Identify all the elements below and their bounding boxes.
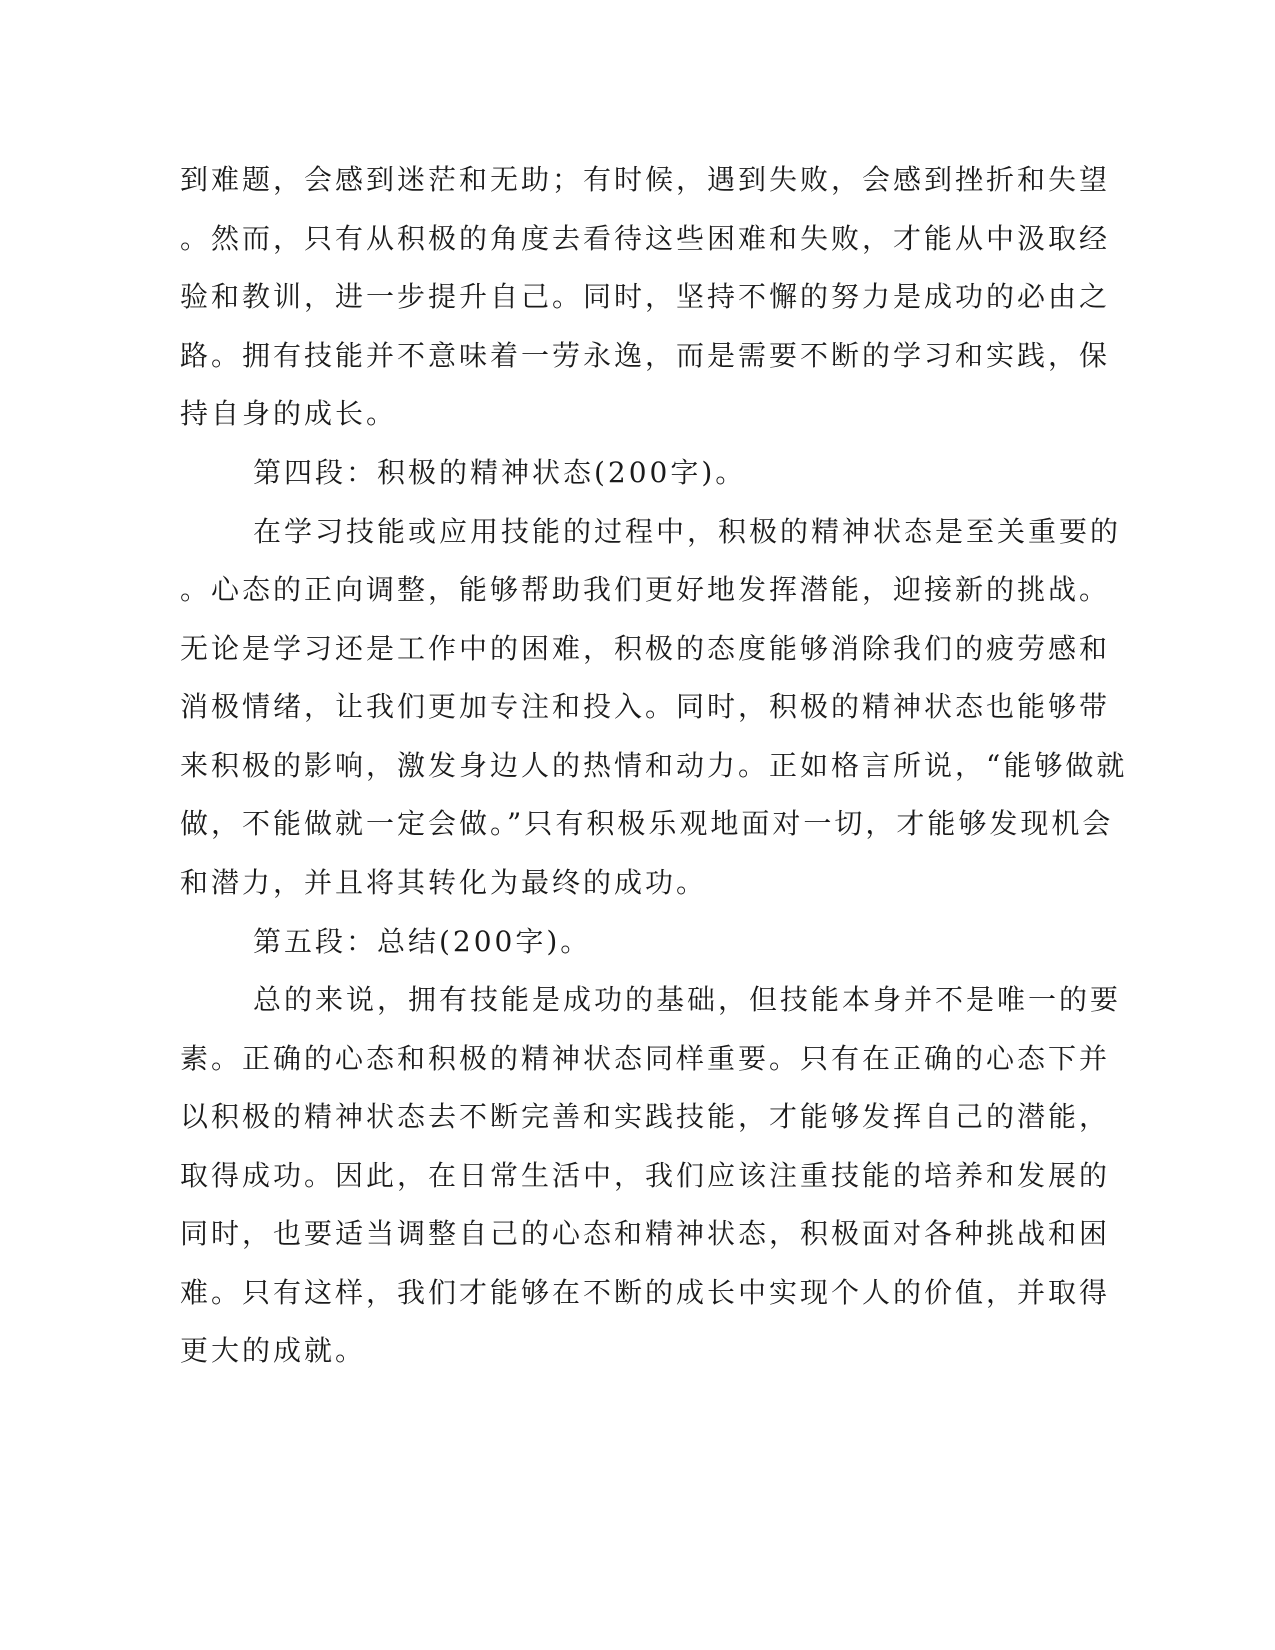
text-line: 。然而，只有从积极的角度去看待这些困难和失败，才能从中汲取经 (180, 222, 1111, 255)
text-line: 更大的成就。 (180, 1334, 367, 1367)
text-line: 消极情绪，让我们更加专注和投入。同时，积极的精神状态也能够带 (180, 690, 1111, 723)
section-heading-5: 第五段：总结(200字)。 (253, 925, 592, 958)
text-line: 取得成功。因此，在日常生活中，我们应该注重技能的培养和发展的 (180, 1159, 1111, 1192)
text-line: 。心态的正向调整，能够帮助我们更好地发挥潜能，迎接新的挑战。 (180, 573, 1111, 606)
text-line: 难。只有这样，我们才能够在不断的成长中实现个人的价值，并取得 (180, 1276, 1111, 1309)
text-line: 持自身的成长。 (180, 397, 398, 430)
text-line: 在学习技能或应用技能的过程中，积极的精神状态是至关重要的 (253, 515, 1122, 548)
text-line: 验和教训，进一步提升自己。同时，坚持不懈的努力是成功的必由之 (180, 280, 1111, 313)
text-line: 同时，也要适当调整自己的心态和精神状态，积极面对各种挑战和困 (180, 1217, 1111, 1250)
text-line: 无论是学习还是工作中的困难，积极的态度能够消除我们的疲劳感和 (180, 632, 1111, 665)
text-line: 路。拥有技能并不意味着一劳永逸，而是需要不断的学习和实践，保 (180, 339, 1111, 372)
text-line: 和潜力，并且将其转化为最终的成功。 (180, 866, 708, 899)
text-line: 总的来说，拥有技能是成功的基础，但技能本身并不是唯一的要 (253, 983, 1122, 1016)
section-heading-4: 第四段：积极的精神状态(200字)。 (253, 456, 747, 489)
text-line: 以积极的精神状态去不断完善和实践技能，才能够发挥自己的潜能， (180, 1100, 1111, 1133)
text-line: 来积极的影响，激发身边人的热情和动力。正如格言所说，“能够做就 (180, 749, 1128, 782)
text-line: 做，不能做就一定会做。”只有积极乐观地面对一切，才能够发现机会 (180, 807, 1114, 840)
text-line: 素。正确的心态和积极的精神状态同样重要。只有在正确的心态下并 (180, 1042, 1111, 1075)
text-line: 到难题，会感到迷茫和无助；有时候，遇到失败，会感到挫折和失望 (180, 163, 1111, 196)
